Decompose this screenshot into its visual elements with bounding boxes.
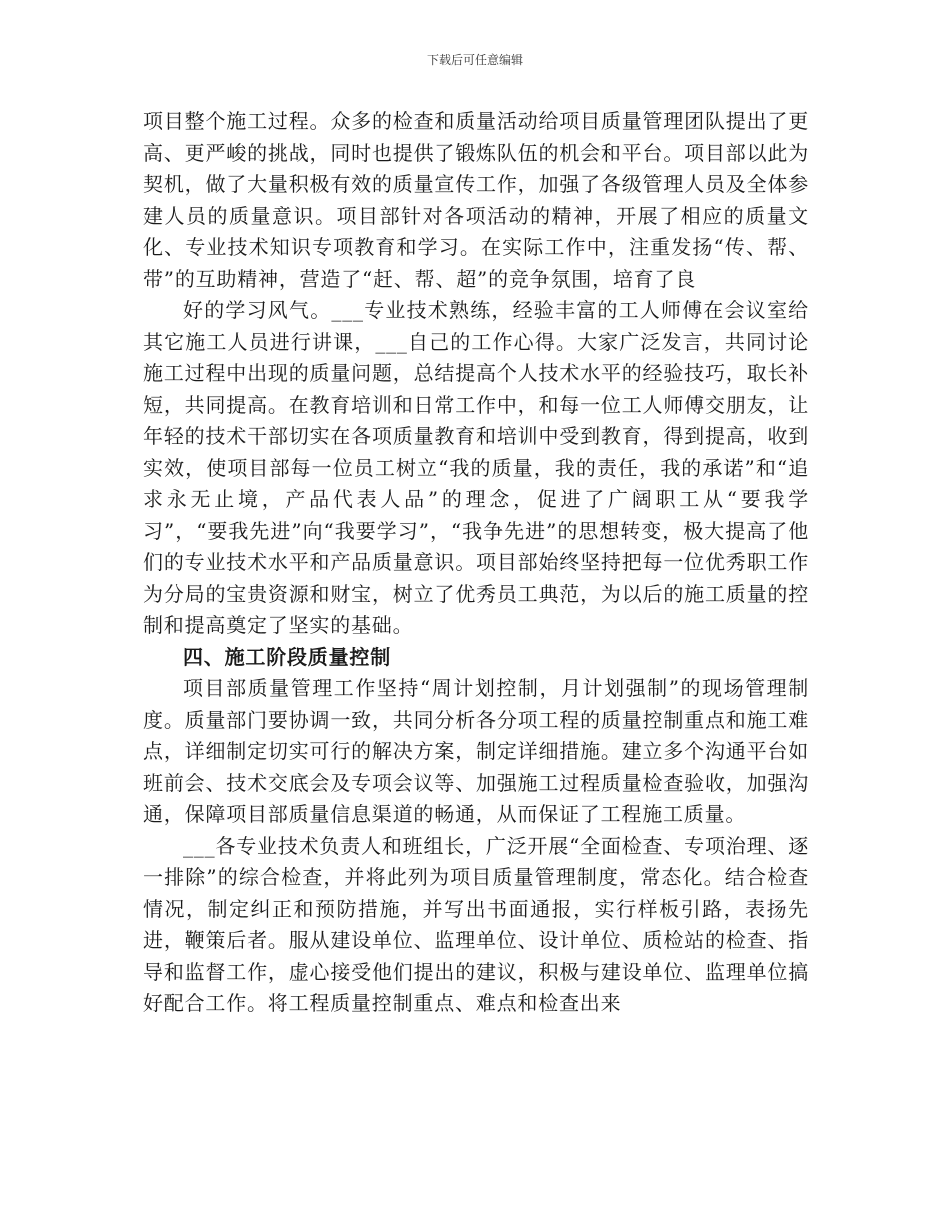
paragraph-1: 项目整个施工过程。众多的检查和质量活动给项目质量管理团队提出了更高、更严峻的挑战，同时也提供了锻炼队伍的机会和平台。项目部以此为契机，做了大量积极有效的质量宣传工作，加强了各级管理人员及全体参建人员的质量意识。项目部针对各项活动的精神，开展了相应的质量文化、专业技术知识专项教育和学习。在实际工作中，注重发扬“传、帮、带”的互助精神，营造了“赶、帮、超”的竞争氛围，培育了良 (143, 109, 809, 291)
paragraph-4: ___各专业技术负责人和班组长，广泛开展“全面检查、专项治理、逐一排除”的综合检查，并将此列为项目质量管理制度，常态化。结合检查情况，制定纠正和预防措施，并写出书面通报，实行样板引路，表扬先进，鞭策后者。服从建设单位、监理单位、设计单位、质检站的检查、指导和监督工作，虚心接受他们提出的建议，积极与建设单位、监理单位搞好配合工作。将工程质量控制重点、难点和检查出来 (143, 833, 809, 1015)
paragraph-2: 好的学习风气。___专业技术熟练，经验丰富的工人师傅在会议室给其它施工人员进行讲课，___自己的工作心得。大家广泛发言，共同讨论施工过程中出现的质量问题，总结提高个人技术水平的经验技巧，取长补短，共同提高。在教育培训和日常工作中，和每一位工人师傅交朋友，让年轻的技术干部切实在各项质量教育和培训中受到教育，得到提高，收到实效，使项目部每一位员工树立“我的质量，我的责任，我的承诺”和“追求永无止境，产品代表人品”的理念，促进了广阔职工从“要我学习”，“要我先进”向“我要学习”，“我争先进”的思想转变，极大提高了他们的专业技术水平和产品质量意识。项目部始终坚持把每一位优秀职工作为分局的宝贵资源和财宝，树立了优秀员工典范，为以后的施工质量的控制和提高奠定了坚实的基础。 (143, 298, 809, 637)
paragraph-3: 项目部质量管理工作坚持“周计划控制，月计划强制”的现场管理制度。质量部门要协调一致，共同分析各分项工程的质量控制重点和施工难点，详细制定切实可行的解决方案，制定详细措施。建立多个沟通平台如班前会、技术交底会及专项会议等、加强施工过程质量检查验收，加强沟通，保障项目部质量信息渠道的畅通，从而保证了工程施工质量。 (143, 676, 809, 826)
document-body (143, 106, 809, 1020)
page-header: 下载后可任意编辑 (426, 53, 523, 67)
section-heading: 四、施工阶段质量控制 (183, 644, 391, 669)
